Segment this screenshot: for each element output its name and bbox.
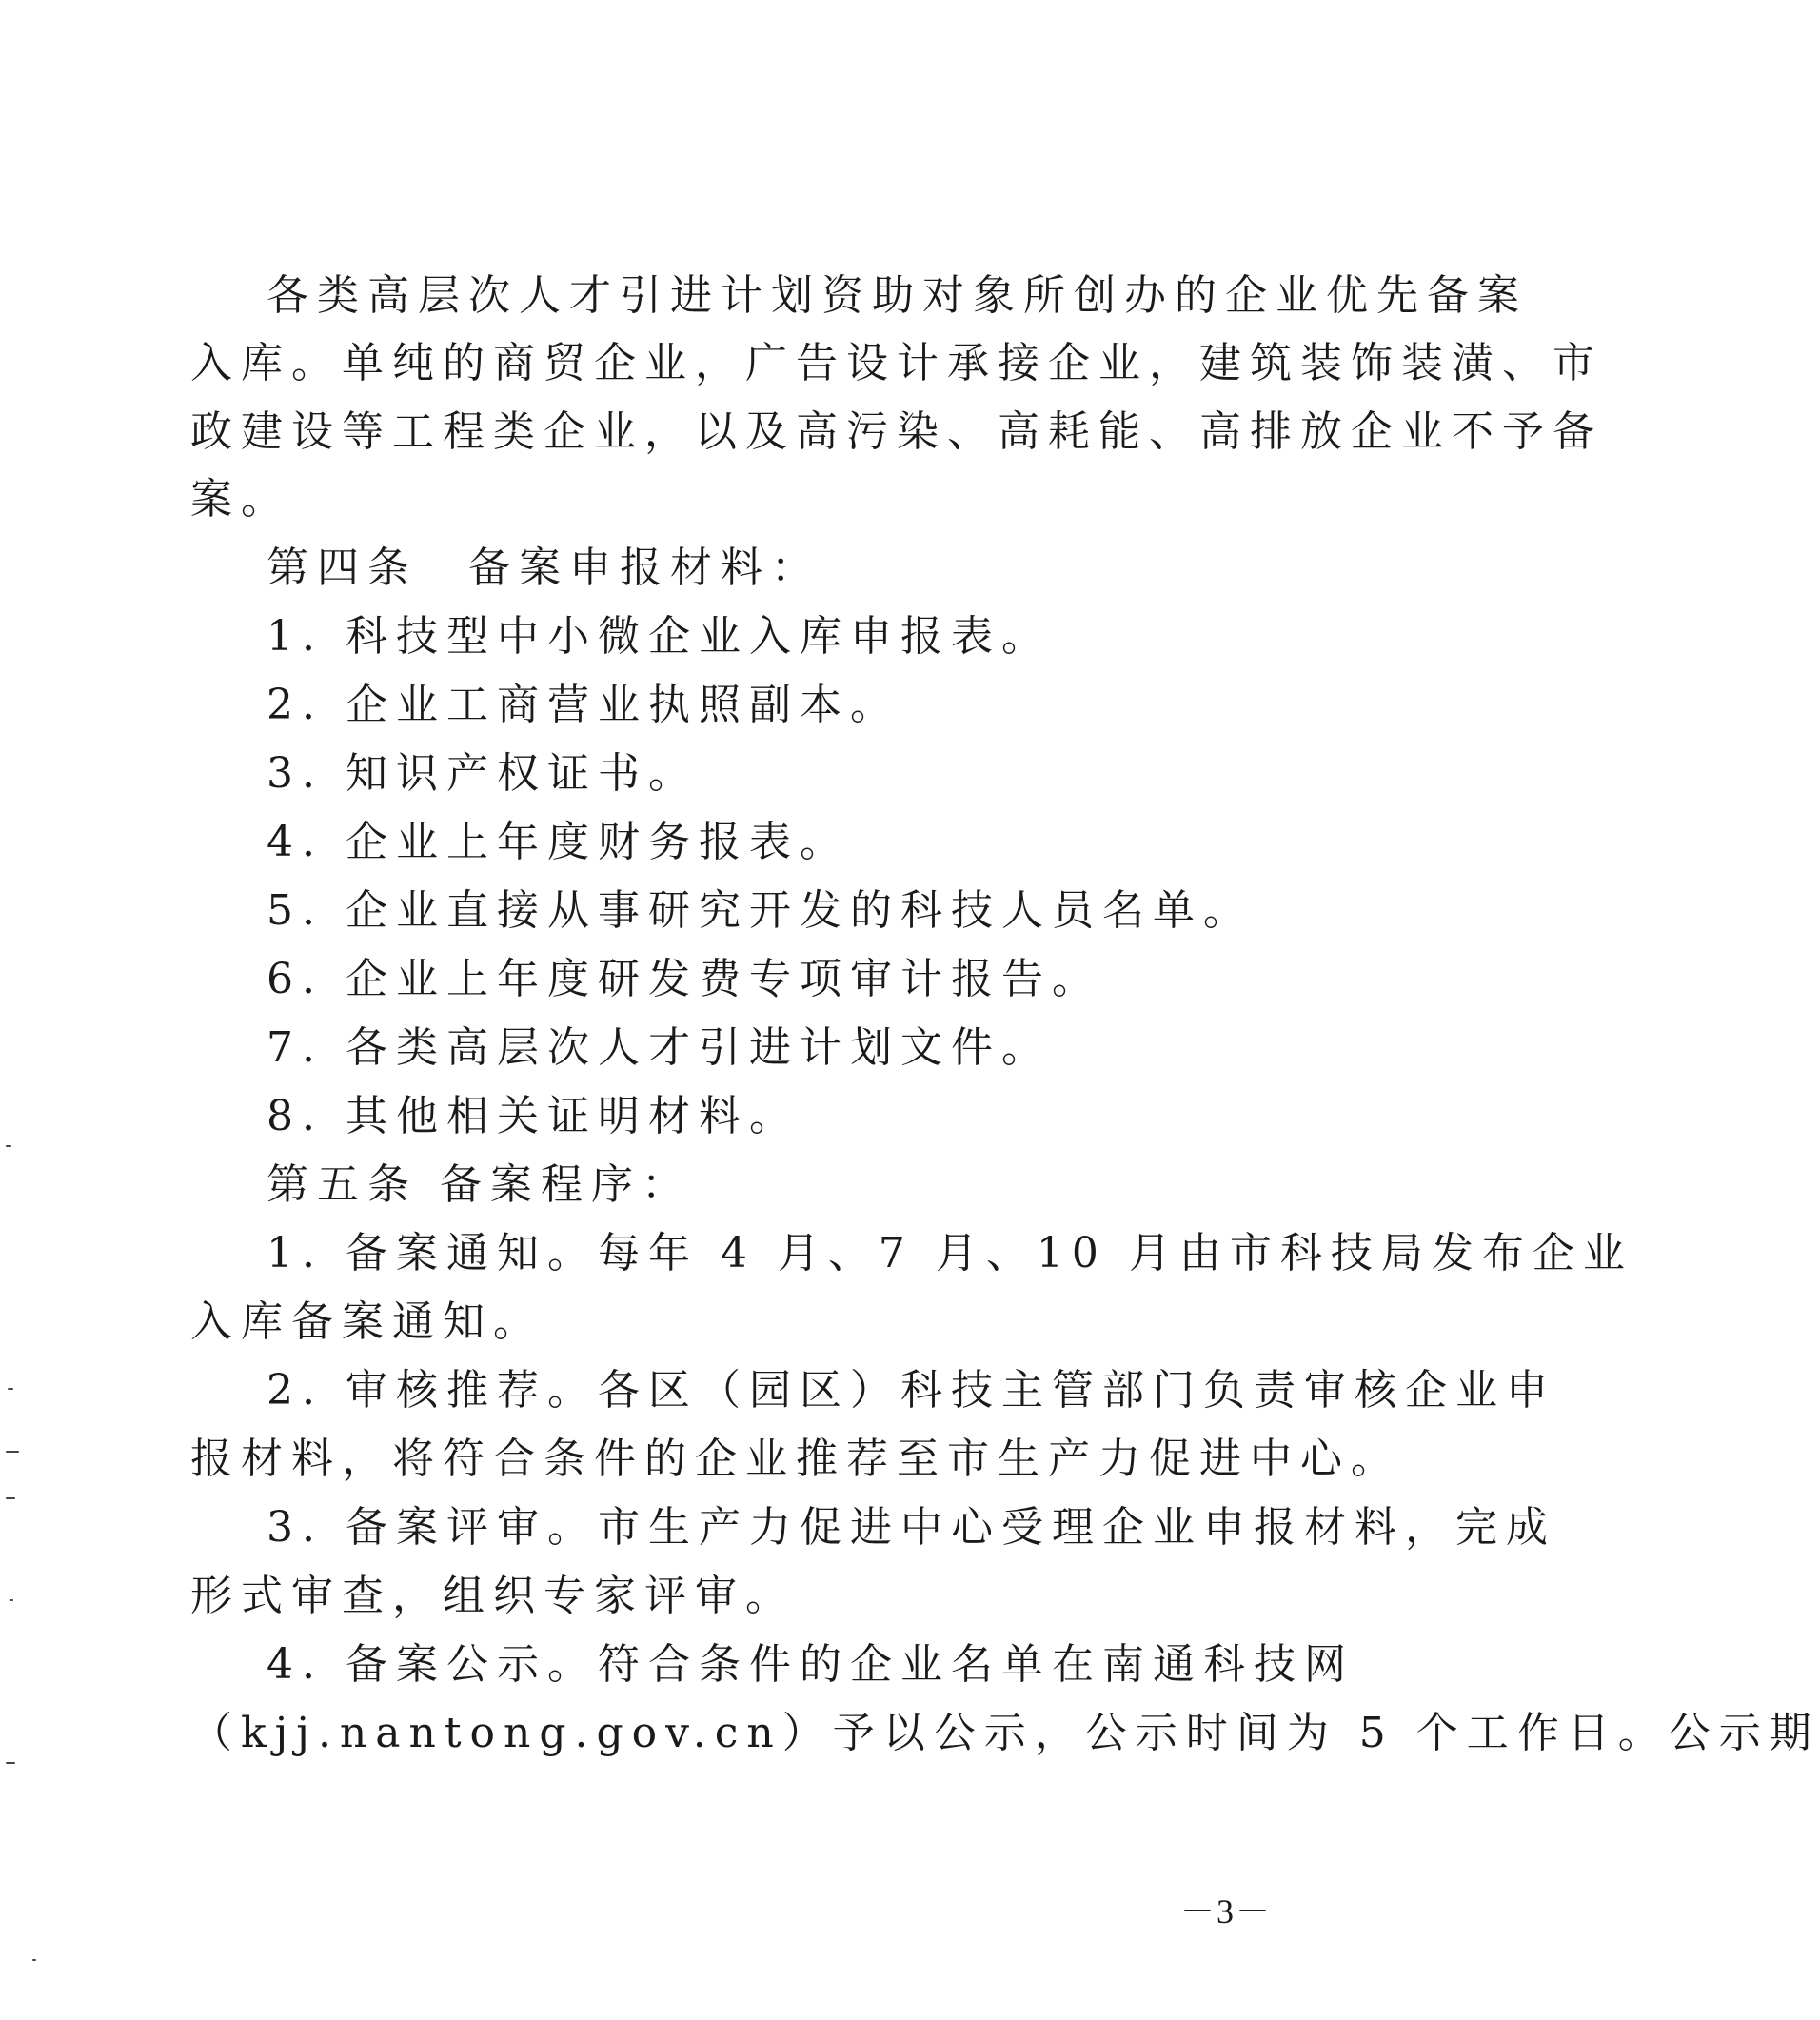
scan-speck bbox=[6, 1497, 15, 1499]
paragraph-line: 案。 bbox=[190, 475, 291, 524]
list-item: 7. 各类高层次人才引进计划文件。 bbox=[267, 1023, 1052, 1072]
scan-speck bbox=[32, 1959, 36, 1961]
page-number: －3－ bbox=[1180, 1892, 1273, 1931]
paragraph-line: 报材料，将符合条件的企业推荐至市生产力促进中心。 bbox=[190, 1435, 1401, 1483]
article-heading: 第五条 备案程序： bbox=[267, 1160, 692, 1209]
article-heading: 第四条 备案申报材料： bbox=[267, 544, 821, 592]
paragraph-line: （kjj.nantong.gov.cn）予以公示，公示时间为 5 个工作日。公示期 bbox=[190, 1709, 1820, 1757]
list-item: 4. 企业上年度财务报表。 bbox=[267, 818, 850, 866]
scan-speck bbox=[8, 1388, 13, 1390]
paragraph-line: 1. 备案通知。每年 4 月、7 月、10 月由市科技局发布企业 bbox=[267, 1229, 1633, 1277]
list-item: 8. 其他相关证明材料。 bbox=[267, 1092, 800, 1140]
list-item: 2. 企业工商营业执照副本。 bbox=[267, 681, 900, 729]
paragraph-line: 政建设等工程类企业，以及高污染、高耗能、高排放企业不予备 bbox=[190, 407, 1603, 456]
scan-speck bbox=[6, 1145, 11, 1147]
scan-speck bbox=[6, 1451, 19, 1453]
paragraph-line: 4. 备案公示。符合条件的企业名单在南通科技网 bbox=[267, 1640, 1355, 1689]
paragraph-line: 各类高层次人才引进计划资助对象所创办的企业优先备案 bbox=[267, 271, 1528, 320]
paragraph-line: 2. 审核推荐。各区（园区）科技主管部门负责审核企业申 bbox=[267, 1366, 1556, 1415]
list-item: 1. 科技型中小微企业入库申报表。 bbox=[267, 612, 1052, 661]
paragraph-line: 入库备案通知。 bbox=[190, 1297, 544, 1346]
list-item: 5. 企业直接从事研究开发的科技人员名单。 bbox=[267, 886, 1254, 935]
list-item: 3. 知识产权证书。 bbox=[267, 749, 699, 798]
scan-speck bbox=[6, 1762, 15, 1764]
scan-speck bbox=[10, 1599, 13, 1601]
list-item: 6. 企业上年度研发费专项审计报告。 bbox=[267, 955, 1102, 1003]
paragraph-line: 形式审查，组织专家评审。 bbox=[190, 1572, 796, 1620]
paragraph-line: 3. 备案评审。市生产力促进中心受理企业申报材料，完成 bbox=[267, 1503, 1556, 1552]
paragraph-line: 入库。单纯的商贸企业，广告设计承接企业，建筑装饰装潢、市 bbox=[190, 339, 1603, 387]
